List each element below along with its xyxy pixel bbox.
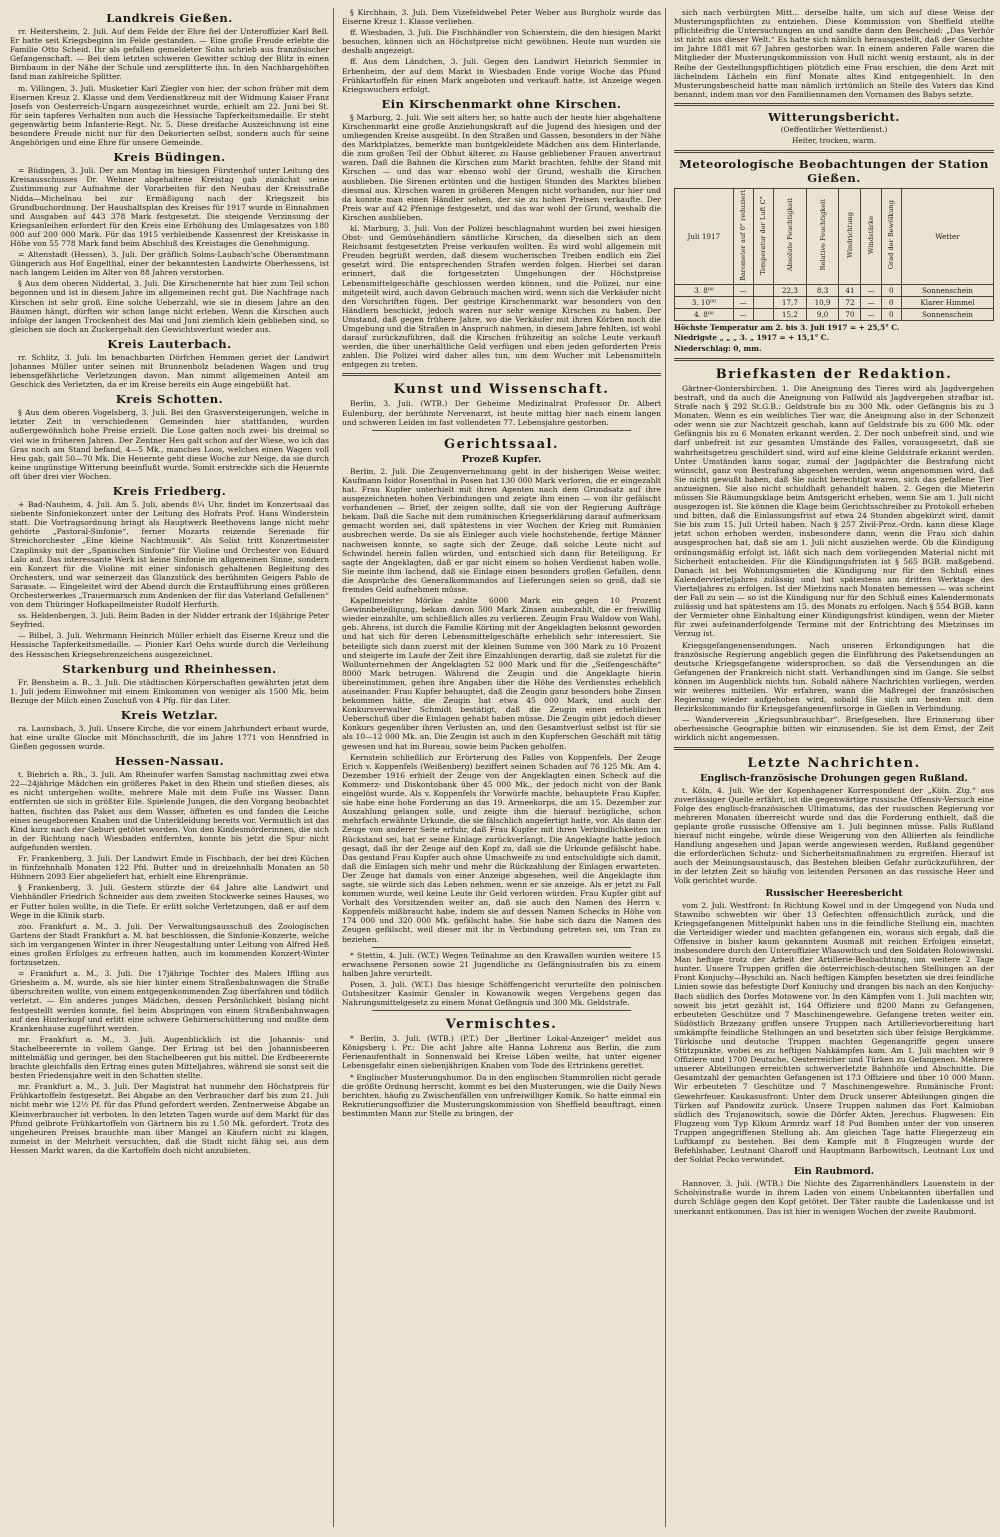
article-paragraph: Gärtner-Gontershirchen. 1. Die Aneignung des Tieres wird als Jagdvergehen bestraft, und da auch die Aneignung von Fallwild als Jagdvergehen strafbar ist. Strafe nach § 292 St.G.B.: Geldstrafe bis zu 300 Mk. oder Gefängnis bis zu 3 Monaten. Wenn es ein weibliches Tier war, die Aneignung also in der Schonzeit oder wenn sie zur Nachtzeit geschah, kann auf Geldstrafe bis zu 600 Mk. oder Gefängnis bis zu 6 Monaten erkannt werden. 2. Der noch unbefreit sind, und wie darf unbefreit ist zur gesamten Umstände des Falles, vorausgesetzt, daß sie wahrheitsgetreu geschildert sind, wird auf eine kleine Geldstrafe erkannt werden. Unter Umständen kann sogar, zumal der Jagdpächter die Bestrafung nicht wünscht, ganz von Bestrafung abgesehen werden, wenn angenommen wird, daß Sie nicht gewußt haben, daß Sie nicht berechtigt waren, sich das gefallene Tier anzueignen. Sie also nicht schuldhaft gehandelt haben. 2. Gegen die Mieterin müssen Sie Räumungsklage beim Amtsgericht erheben, wenn Sie am 1. Juli nicht ausgezogen ist. Sie können die Klage beim Gerichtsschreiber zu Protokoll erheben und bitten, daß die Einlassungsfrist auf etwa 24 Stunden abgekürzt wird, damit Sie bis zum 15. Juli Urteil haben. Nach § 257 Zivil-Proz.-Ordn. kann diese Klage jetzt schon erhoben werden, insbesondere dann, wenn die Frau sich dahin ausgesprochen hat, daß sie am 1. Juli nicht ausziehen werde. Ob die Kündigung ordnungsmäßig erfolgt ist, läßt sich nach dem vorliegenden Material nicht mit Sicherheit entscheiden. Für die Kündigungsfristen ist § 565 BGB. maßgebend. Danach ist bei Wohnungsmieten die Kündigung nur für den Schluß eines Kalendervierteljahres zulässig und hat spätestens am dritten Werktage des Vierteljahres zu erfolgen. Ist der Mietzins nach Monaten bemessen — was scheint der Fall zu sein — so ist die Kündigung nur für den Schluß eines Kalendermonats zulässig und hat spätestens am 15. des Monats zu erfolgen. Nach § 554 BGB. kann der Vermieter ohne Einhaltung einer Kündigungsfrist kündigen, wenn der Mieter für zwei aufeinanderfolgende Termine mit der Entrichtung des Mietzinses im Verzug ist. [674, 383, 994, 639]
weather-subheading: (Oeffentlicher Wetterdienst.) [780, 124, 888, 134]
article-paragraph: * Englischer Musterungshumor. Da in den englischen Stammrollen nicht gerade die größte Ordnung herrscht, kommt es bei den Musterungen, wie die Daily News berichten, häufig zu Zwischenfällen von unfreiwilliger Komik. So hatte einmal ein Rekrutierungsoffizier die Musterungskommission von Sheffield beauftragt, einen bestimmten Mann zur Stelle zu bringen, der [342, 1072, 661, 1118]
table-cell: — [733, 284, 753, 296]
table-cell: 22,3 [774, 284, 807, 296]
article-paragraph: t. Köln, 4. Juli. Wie der Kopenhagener Korrespondent der „Köln. Ztg.“ aus zuverlässiger Quelle erfährt, ist die gegenwärtige russische Offensiv-Versuch eine Folge des englisch-französischen Ultimatums, das der russischen Regierung vor mehreren Monaten überreicht wurde und das die Forderung enthielt, daß die geplante große russische Offensive am 1. Juli beginnen müsse. Falls Rußland hierauf nicht eingehe, würde diese Weigerung von den Alliierten als feindliche Handlung angesehen und Japan werde angewiesen werden, Rußland gegenüber die erforderlichen Schutz- und Sicherheitsmaßnahmen zu ergreifen. Hierauf ist auch der Meinungsaustausch, das Bestehen bleiben Gefahr zurückzuführen, der in der letzten Zeit so häufig von leitenden Personen an das russische Heer und Volk gerichtet wurde. [674, 785, 994, 886]
column-2 [342, 8, 666, 1527]
divider [372, 430, 631, 431]
kirschenmarkt-heading: Ein Kirschenmarkt ohne Kirschen. [381, 96, 622, 111]
divider [674, 747, 994, 750]
section-heading: Hessen-Nassau. [114, 754, 225, 769]
article-paragraph: § Aus dem oberen Vogelsberg, 3. Juli. Bei den Grasversteigerungen, welche in letzter Zeit in verschiedenen Gemeinden hier stattfanden, wurden außergewöhnlich hohe Preise erzielt. Die Lose galten noch zwei- bis dreimal so viel wie in früheren Jahren. Der Zentner Heu galt schon auf der Wiese, wo ich das Gras noch am Stand befand, 4—5 Mk., manches Loos, welches einen Wagen voll Heu gab, galt 50—70 Mk. Die Heuernte geht diese Woche zur Neige, da sie durch keine ungünstige Witterung beeinflußt wurde. Somit erstreckte sich die Heuernte oft über drei vier Wochen. [10, 408, 329, 481]
table-cell [753, 296, 773, 308]
article-paragraph: Fr. Frankenberg, 3. Juli. Der Landwirt Emde in Fischbach, der bei drei Küchen in fünfzehnhalb Monaten 122 Pfd. Butter und in dreizehnhalb Monaten an 50 Hühnern 2093 Eier abgeliefert hat, erhielt eine Ehrenprämie. [10, 854, 329, 882]
article-paragraph: § Aus dem oberen Niddertal, 3. Juli. Die Kirschenernte hat hier zum Teil schon begonnen und ist in diesem Jahre im allgemeinen recht gut. Die Nachfrage nach Kirschen ist sehr groß. Eine solche Ueberzahl, wie sie in diesem Jahre an den Bäumen hängt, dürften wir schon lange nicht erleben. Wenn die Kirschen auch infolge der langen Trockenheit des Mai und Juni ziemlich klein geblieben sind, so gleichen sie doch an Zuckergehalt den Gewichtsverlust wieder aus. [10, 279, 329, 334]
heeres-articles [674, 901, 994, 1165]
column-3 [674, 8, 998, 1527]
gericht-heading: Gerichtssaal. [444, 436, 559, 452]
article-paragraph: — Wanderverein „Kriegsunbrauchbar“. Briefgesehen. Ihre Erinnerung über oberhessische Geographie bitten wir einzusenden. Sie ist dem Ernst, der Zeit wirklich nicht angemessen. [674, 715, 994, 743]
table-header [839, 188, 861, 284]
article-paragraph: mr. Frankfurt a. M., 3. Juli. Augenblicklich ist die Johannis- und Stachelbeerernte in vollem Gange. Der Ertrag ist bei den Johannisbeeren mittelmäßig und geringer, bei den Stachelbeeren gut bis mittel. Die Erdbeerernte brachte gleichfalls den Ertrag eines guten Mitteljahres, während sie sonst seit die besten Friedensjahre weit in den Schatten stellte. [10, 1034, 329, 1081]
raub-heading: Ein Raubmord. [793, 1166, 875, 1178]
letzte-articles [674, 786, 994, 886]
table-cell [753, 308, 773, 320]
table-cell: 3. 8⁰⁰ [675, 284, 734, 296]
article-paragraph: ss. Heldenbergen, 3. Juli. Beim Baden in der Nidder ertrank der 16jährige Peter Seyfried. [10, 611, 329, 630]
article-paragraph: Fr. Bensheim a. B., 3. Juli. Die städtischen Körperschaften gewährten jetzt dem 1. Juli jedem Einwohner mit einem Einkommen von weniger als 1500 Mk. beim Bezuge der Milch einen Zuschuß von 4 Pfg. für das Liter. [10, 677, 329, 705]
article-paragraph: rr. Heitersheim, 2. Juli. Auf dem Felde der Ehre fiel der Unteroffizier Karl Bell. Er hatte seit Kriegsbeginn im Felde gestanden. — Eine große Freude erlebte die Familie Otto Scheid. Ihr als gefallen gemeldeter Sohn schrieb aus französischer Gefangenschaft. — Bei dem letzten schweren Gewitter schlug der Blitz in einen Birnbaum in der Nähe der Schule und zersplitterte ihn. In den Nachbargehöften fand man zahlreiche Splitter. [10, 27, 329, 82]
table-header-label: Relative Feuchtigkeit [818, 199, 827, 271]
table-row [675, 296, 994, 308]
article-paragraph: Berlin, 2. Juli. Die Zeugenvernehmung geht in der bisherigen Weise weiter. Kaufmann Isidor Rosenthal in Posen hat 130 000 Mark verloren, die er eingezahlt hat. Frau Kupfer unterhielt mit ihren Agenten nach dem Grundsatz auf ihre ausgezeichneten hohen Verbindungen und zeigte ihm einen — von ihr gefälscht vorhandenen — Brief, der zeigen sollte, daß sie von der Regierung Aufträge bekam. Daß die Sache mit dem rumänischen Kriegserklärung darauf aufmerksam gemacht worden sei, daß spätestens in vier Wochen der Krieg mit Rumänien ausbrechen werde. Da sie als Einleger auch viele hochstehende, fertige Männer nachweisen konnte, so sagte sich der Zeuge, daß solche Leute nicht auf Schwindel herein fallen würden, und entschied sich dann für Beteiligung. Er sagte der Angeklagten, daß er gar nicht einem so hohen Verdienst haben wolle. Sie meinte ihm lachend, daß sie Einlage einen besonders großen Gefallen, denn die Ansprüche des Generalkommandos auf Lieferungen seien so groß, daß sie fremdes Geld aufnehmen müsse. [342, 466, 661, 594]
table-cell: — [861, 308, 881, 320]
table-cell: Klarer Himmel [901, 296, 993, 308]
table-cell: 70 [839, 308, 861, 320]
table-header-label: Grad der Bewölkung [887, 200, 896, 270]
weather-text: Heiter, trocken, warm. [792, 135, 876, 145]
section-heading: Kreis Lauterbach. [107, 336, 232, 351]
divider [372, 947, 631, 948]
weather-note: Höchste Temperatur am 2. bis 3. Juli 1917 = + 25,5° C. [674, 322, 900, 332]
table-cell: Sonnenschein [901, 308, 993, 320]
article-paragraph: = Frankfurt a. M., 3. Juli. Die 17jährige Tochter des Malers Iffling aus Griesheim a. M. wurde, als sie hier hinter einem Straßenbahnwagen die Straße überschreiten wollte, von einem entgegenkommenden Zug überfahren und tödlich verletzt. — Ein anderes junges Mädchen, dessen Persönlichkeit bislang nicht festgestellt werden konnte, fiel beim Abspringen von einem Straßenbahnwagen auf den Hinterkopf und erlitt eine schwere Gehirnerschütterung und mußte dem Krankenhause zugeführt werden. [10, 969, 329, 1033]
article-paragraph: ra. Launsbach, 3. Juli. Unsere Kirche, die vor einem Jahrhundert erbaut wurde, hat eine uralte Glocke mit Mönchsschrift, die im Jahre 1771 von Hennfried in Gießen gegossen wurde. [10, 723, 329, 752]
article-paragraph: Kapellmeister Mörike zahlte 6000 Mark ein gegen 10 Prozent Gewinnbeteiligung, bekam davon 500 Mark Zinsen ausbezahlt, die er freiwillig wieder einzahlte, um schließlich alles zu verlieren. Zeugin Frau Waldow von Wahl, geb. Ahrens, ist durch die Familie Körting mit der Angeklagten bekannt geworden und hat sich für deren Lebensmittelgeschäfte erheblich sehr interessiert. Sie beteiligte sich dann zuerst mit der kleinen Summe von 300 Mark zu 10 Prozent und steigerte im Laufe der Zeit ihre Einzahlungen derartig, daß sie zuletzt für die Wollunternehmen der Angeklagten 52 000 Mark und für die „Seifengeschäfte“ 8000 Mark betrugen. Während die Zeugin und die Angeklagte hierin übereinstimmen, gehen ihre Angaben über die Höhe des Verdienstes erheblich auseinander. Frau Kupfer behauptet, daß die Zeugin ganz besonders hohe Zinsen bekommen hätte, die Zeugin hat etwa 45 000 Mark, und auch der Konkursverwalter Schmidt bestätigt, daß die Zeugin einen erheblichen Ueberschuß über die Einlagen gehabt haben müsse. Die Zeugin gibt jedoch dieser Konkurs gegenüber ihren Verlusten an, und den Gesamtverlust selbst ist für sie als 10—12 000 Mk. an. Die Zeugin ist auch in den Kupferschen Geschäft mit tätig gewesen und hat im Bureau, sowie beim Packen geholfen. [342, 596, 661, 751]
article-paragraph: zoo. Frankfurt a. M., 3. Juli. Der Verwaltungsausschuß des Zoologischen Gartens der Stadt Frankfurt a. M. hat beschlossen, die Sinfonie-Konzerte, welche sich im vergangenen Winter in ihrer Neugestaltung unter Leitung von Alfred Heß eines großen Erfolges zu erfreuen hatten, auch im kommenden Konzert-Winter fortzusetzen. [10, 921, 329, 968]
weather-table [674, 188, 994, 321]
small-articles [342, 951, 661, 1008]
article-paragraph: vom 2. Juli. Westfront: In Richtung Kowel und in der Umgegend von Nuda und Stawnibo schwebten wir über 13 Gefechten offensichtlich zurück, und die Kriegsgefangenen Mittelpunkt haben uns in die feindliche Stellung ein, machten die Verteidiger wieder und machten gefangenen ein, woraus sich ergab, daß die Offensive in bisher kaum gekanntem Ausmaß mit reichen Erfolgen einsetzt, insbesondere durch den Unteroffizier Wlasowitsch und den Soldaten Rolowiwnski. Man heftige trotz der Arbeit der Artillerie-Beobachtung, um weitere 2 Tage hunter. Unsere Truppen griffen die österreichisch-deutschen Stellungen an der Front Konjuchy—Byschiki an. Nach heftigen Kämpfen besetzten sie drei feindliche Linien sowie das befestigte Dorf Koniuchy und drangen bis nach an den Konjuchy-Bach südlich des Dorfes Motowene vor. In den Kämpfen vom 1. Juli machten wir, soweit bis jetzt gezählt ist, 164 Offiziere und 8200 Mann zu Gefangenen, erbeuteten Geschütze und 7 Maschinengewehre. Gefangene treten weiter ein. Südöstlich Brzezany griffen unsere Truppen nach Artillerievorbereitung hart umkämpfte feindliche Stellungen an und besetzten sich über felsige Bergkämme. Türkische und deutsche Truppen machten Gegenangriffe gegen unsere Stützpunkte, wobei es zu heftigen Nahkämpfen kam. Am 1. Juli machten wir 9 Offiziere und 1700 Deutsche, Oesterreicher und Türken zu Gefangenen. Mehrere unserer Abteilungen erreichten schwerverletzte Bahnhöfe und Abschnitte. Die Gesamtzahl der gemachten Gefangenen ist 173 Offiziere und über 10 000 Mann. Wir erbeuteten 7 Geschütze und 7 Maschinengewehre. Rumänische Front: Gewehrfeuer. Kaukasusfront: Unter dem Druck unserer Abteilungen gingen die Türken auf Pandowitz zurück. Unsere Truppen nahmen das Fort Kalmioban südlich des Trojanowitsch, sowie die Dörfer Akten, Jerechus. Flugwesen: Ein Flugzeug vom Typ Kikum Armrdz warf 18 Pud Bomben unter der von unseren Truppen angegriffenen Stellung ab. Am gleichen Tage hatte Fliegerzeug ein Luftkampf zu bestehen. Bei dem Kampfe mit 8 Flugzeugen wurde der Befehlshaber, Leutnant Gharoff und Hauptmann Barbowitsch, Leutnant Lux und der Soldat Pecko verwundet. [674, 900, 994, 1165]
article-paragraph: = Altenstadt (Hessen), 3. Juli. Der gräflich Solms-Laubach'sche Oberamtmann Güngerich aus Hof Engelthal, einer der bekanntesten Landwirte Oberhessens, ist nach langem Leiden im Alter von 88 Jahren verstorben. [10, 250, 329, 278]
table-cell: 3. 10⁰⁰ [675, 296, 734, 308]
table-header [901, 188, 993, 284]
table-cell: 17,7 [774, 296, 807, 308]
article-paragraph: * Stettin, 4. Juli. (W.T.) Wegen Teilnahme an den Krawallen wurden weitere 15 erwachsene Personen sowie 21 Jugendliche zu Gefängnisstrafen bis zu einem halben Jahre verurteilt. [342, 950, 661, 978]
table-cell: 0 [881, 308, 901, 320]
article-paragraph: Kriegsgefangenensendungen. Nach unseren Erkundigungen hat die französische Regierung angeblich gegen die Einführung des Paketsendungen an deutsche Kriegsgefangene widersprochen, so daß die Versendungen an die Gefangenen der Frankreich nicht statt. Verhandlungen sind im Gange. Sie selbst können im Augenblick nichts tun. Sobald nähere Nachrichten vorliegen, werden wir weiteres mitteilen. Wir erfahren, wann die Maßregel der französischen Regierung wieder aufgehoben wird, sobald Sie sich am besten mit dem Bezirkskommando für Kriegsgefangenenfürsorge in Gießen in Verbindung. [674, 640, 994, 714]
table-header-label: Wetter [935, 231, 960, 241]
article-paragraph: § Kirchhain, 3. Juli. Dem Vizefeldwebel Peter Weber aus Burgholz wurde das Eiserne Kreuz 1. Klasse verliehen. [342, 8, 661, 27]
table-cell: — [861, 296, 881, 308]
table-header [861, 188, 881, 284]
table-cell: — [733, 296, 753, 308]
article-paragraph: kl. Marburg, 3. Juli. Von der Polizei beschlagnahmt wurden bei zwei hiesigen Obst- und Gemüsehändlern sämtliche Kirschen, da dieselben sich an dem Reichsamt festgesetzten Preise verkaufen wollten. Es wird wohl allgemein mit Freuden begrüßt werden, daß diesem wucherischen Treiben endlich ein Ziel gesetzt wird. Die entsprechenden Strafen werden folgen. Hierbei sei daran erinnert, daß die fortgesetzten Umgehungen der Höchstpreise Lebensmittelgeschäfte geschlossen werden können, und die Polizei, nur eine mitgeteilt wird, auch davon Gebrauch machen wird, wenn sich die Verkäufer nicht den Vorschriften fügen. Der gestrige Kirschenmarkt war besonders von den Händlern beschickt, jedoch waren nur sehr wenige Kirschen zu haben. Der Umstand, daß gegen frühere Jahre, wo die Verkäufer mit ihren Körben noch die Umgebung und die Straßen in Anspruch nahmen, in diesem Jahre fehlten, ist wohl darauf zurückzuführen, daß die Kirschen frühzeitig an solche Leute verkauft werden, die über unerhältliche Geld verfügen und eben jeden geforderten Preis zahlen. Die Polizei wird daher alles tun, um dem Wucher mit Lebensmitteln entgegen zu treten. [342, 223, 661, 370]
vermischtes-articles [342, 1034, 661, 1118]
article-paragraph: ff. Wiesbaden, 3. Juli. Die Fischhändler von Schierstein, die den hiesigen Markt besuchen, können sich an Höchstpreise nicht gewöhnen. Heute nun wurden sie deshalb angezeigt. [342, 28, 661, 56]
section-heading: Starkenburg und Rheinhessen. [62, 661, 277, 676]
gericht-subheading: Prozeß Kupfer. [461, 453, 542, 465]
table-header [675, 188, 734, 284]
table-header-label: Temperatur der Luft C° [759, 195, 768, 275]
table-cell: 15,2 [774, 308, 807, 320]
raub-articles [674, 1179, 994, 1215]
letzte-subheading: Englisch-französische Drohungen gegen Rußland. [700, 772, 968, 784]
article-paragraph: Hannover, 3. Juli. (WTB.) Die Nichte des Zigarrenhändlers Lauenstein in der Scholvinstraße wurde in ihrem Laden von einem Unbekannten überfallen und durch Schläge gegen den Kopf getötet. Der Täter raubte die Ladenkasse und ist unerkannt entkommen. Das ist hier in wenigen Wochen der zweite Raubmord. [674, 1179, 994, 1216]
article-paragraph: Posen, 3. Juli. (W.T.) Das hiesige Schöffengericht verurteilte den polnischen Gutsbesitzer Kasimir Gensler in Kowanowik wegen Vergehens gegen das Nahrungsmittelgesetz zu einem Monat Gefängnis und 300 Mk. Geldstrafe. [342, 979, 661, 1008]
section-heading: Kreis Büdingen. [113, 150, 226, 165]
article-paragraph: Kernstein schließlich zur Erörterung des Falles von Koppenfels. Der Zeuge Erich v. Koppenfels (Weißenberg) beziffert seinen Schaden auf 76 125 Mk. Am 4. Dezember 1916 erhielt der Zeuge von der Angeklagten einen Scheck auf die Kommerz- und Diskontobank über 45 000 Mk., der jedoch nicht von der Bank eingelöst wurde. Als v. Koppenfels ihr Vorwürfe machte, behauptete Frau Kupfer, sie habe eine hohe Forderung an das 19. Armeekorps, die am 15. Dezember zur Auszahlung gelangen solle, und zeigte ihm die hierauf bezügliche, schon mehrfach erwähnte Urkunde, die sie fälschlich angefertigt hatte, vor. Als dann der Zeuge von anderer Seite erfuhr, daß Frau Kupfer mit ihren Verbindlichkeiten im Rückstand sei, hat er seine Einlage zurückverlangt. Die Angeklagte hatte jedoch gesagt, daß ihr der Zeuge auf den Kopf zu, daß sie die Urkunde gefälscht habe. Das gestand Frau Kupfer auch ohne Umschweife zu und entschuldigte sich damit, daß die Einlagen sich mehr und mehr die Rückzahlung der Einlagen erwarteten. Der Zeuge hat damals von einer Anzeige abgesehen, weil die Angeklagte ihm sagte, sie würde sich das Leben nehmen, wenn er sie anzeige. Als er jetzt zu Fall kommen wurde, weil keine Leute ihr Geld verloren würden. Frau Kupfer gibt auf Vorhalt des Vorsitzenden weiter an, daß sie auch den Namen des Herrn v. Koppenfels mißbraucht habe, indem sie auf dessen Namen Schecks in Höhe von 174 000 und 320 000 Mk. gefälscht habe. Sie habe sich dazu die Namen des Zeugen gefälscht, weil dieser mit ihr in Verbindung getreten sei, um Tran zu beziehen. [342, 752, 661, 944]
table-cell: 9,0 [806, 308, 839, 320]
article-paragraph: ff. Aus dem Ländchen, 3. Juli. Gegen den Landwirt Heinrich Semmler in Erbenheim, der auf dem Markt in Wiesbaden Ende vorige Woche das Pfund Frühkartoffeln für einen Mark angeboten und verkauft hatte, ist Anzeige wegen Kriegswuchers erfolgt. [342, 57, 661, 94]
briefkasten-articles [674, 384, 994, 743]
gericht-articles [342, 467, 661, 944]
weather-heading: Witterungsbericht. [768, 109, 900, 124]
col3-top [674, 8, 994, 99]
section-heading: Kreis Friedberg. [112, 484, 227, 499]
table-header-label: Windstärke [867, 215, 876, 255]
col2-top [342, 8, 661, 94]
article-paragraph: Berlin, 3. Juli. (WTB.) Der Geheime Medizinalrat Professor Dr. Albert Eulenburg, der berühmte Nervenarzt, ist heute mittag hier nach einem langen und schweren Leiden im fast vollendeten 77. Lebensjahre gestorben. [342, 399, 661, 427]
table-header-label: Windrichtung [845, 212, 854, 258]
table-header-label: Absolute Feuchtigkeit [785, 198, 794, 272]
table-header [733, 188, 753, 284]
section-heading: Landkreis Gießen. [106, 11, 233, 25]
table-cell [753, 284, 773, 296]
weather-notes [674, 324, 994, 354]
heeres-heading: Russischer Heeresbericht [765, 887, 903, 899]
table-cell: Sonnenschein [901, 284, 993, 296]
table-header-label: Juli 1917 [687, 231, 721, 241]
article-paragraph: = Büdingen, 3. Juli. Der am Montag im hiesigen Fürstenhof unter Leitung des Kreisausschusses Dr. Wehner abgehaltene Kreistag gab zunächst seine Zustimmung zur Aufnahme der Vorarbeiten für den Neubau der Kreisstraße Nidda—Michelnau bei zur Ermäßigung nach der Kriegszeit bis Grundbuchordnung. Der Haushaltsplan des Kreises für 1917 wurde in Einnahmen und Ausgaben auf 443 378 Mark festgesetzt. Die steigende Verzinsung der Kriegsanleihen erfordert für den Kreis eine Erhöhung des Umlagesatzes von 180 000 auf 200 000 Mark. Für das 1915 verbleibende Kassenrest der Kreiskasse in Höhe von 55 778 Mark fand beim Abschluß des Kreistages die Genehmigung. [10, 166, 329, 248]
divider [372, 1010, 631, 1011]
divider [674, 358, 994, 361]
divider [674, 103, 994, 106]
article-paragraph: * Berlin, 3. Juli. (WTB.) (P.T.) Der „Berliner Lokal-Anzeiger“ meldet aus Königsberg i. Pr.: Die acht Jahre alte Hanna Lohrenz aus Berlin, die zum Ferienaufenthalt in Sonnenwald bei Kreise Löben weilte, hat unter eigener Lebensgefahr einen siebenjährigen Knaben vom Tode des Ertrinkens gerettet. [342, 1034, 661, 1071]
section-heading: Kreis Schotten. [115, 392, 224, 407]
table-header [774, 188, 807, 284]
table-cell: 4. 8⁰⁰ [675, 308, 734, 320]
table-cell: 10,9 [806, 296, 839, 308]
column-1 [10, 8, 334, 1527]
table-cell: 8,3 [806, 284, 839, 296]
article-paragraph: § Frankenberg, 3. Juli. Gestern stürzte der 64 Jahre alte Landwirt und Viehhändler Friedrich Schneider aus dem zweiten Stockwerke seines Hauses, wo er Futter holen wollte, in die Tiefe. Er erlitt solche Verletzungen, daß er auf dem Wege in die Klinik starb. [10, 883, 329, 920]
article-paragraph: mr. Frankfurt a. M., 3. Juli. Der Magistrat hat nunmehr den Höchstpreis für Frühkartoffeln festgesetzt. Bei Abgabe an den Verbraucher darf bis zum 21. Juli nicht mehr wie 12½ Pf. für das Pfund gefordert werden. Zentnerweise Abgabe an Kleinverbraucher ist verboten. In den letzten Tagen wurde auf dem Markt für das Pfund gelbrote Frühkartoffeln von Gärtnern bis zu 1.50 Mk. gefordert. Trotz des ungeheuren Preises brauchte man über Mangel an Käufern nicht zu klagen, zumeist in der Mehrheit versuchten, daß die Stadt nicht fähig sei, aus dem Hessen Markt waren, da die Kartoffeln doch nicht anzubieten. [10, 1082, 329, 1155]
table-cell: 0 [881, 296, 901, 308]
briefkasten-heading: Briefkasten der Redaktion. [715, 366, 953, 382]
table-header [753, 188, 773, 284]
table-header-label: Barometer auf 0° reduziert [739, 189, 748, 281]
kirschenmarkt-articles [342, 113, 661, 370]
weather-note: Niedrigste „ „ „ 3. „ 1917 = + 15,1° C. [674, 333, 830, 343]
section-heading: Kreis Wetzlar. [120, 707, 219, 722]
article-paragraph: + Bad-Nauheim, 4. Juli. Am 5. Juli, abends 8¼ Uhr, findet im Konzertsaal das siebente Sinfoniekonzert unter der Leitung des Hofrats Prof. Hans Winderstein statt. Die Vortragsordnung bringt als Hauptwerk Beethovens lange nicht mehr gehörte „Pastoral-Sinfonie“, ferner Mozarts reizende Serenade für Streichorchester „Eine kleine Nachtmusik“. Als Solist tritt Konzertmeister Czaplinsky mit der „Spanischen Sinfonie“ für Violine und Orchester von Eduard Lalo auf. Das interessante Werk ist keine Sinfonie im allgemeinen Sinne, sondern ein Konzert für die Violine mit einer sinfonisch gehaltenen Begleitung des Orchesters, und war seinerzeit das Glanzstück des berühmten Geigers Pablo de Sarasate. — Eingeleitet wird der Abend durch die Erstaufführung eines größeren Orchesterwerkes „Trauermarsch zum Andenken der für das Vaterland Gefallenen“ von dem Thüringer Hofkapellmeister Rudolf Herfurth. [10, 500, 329, 610]
kunst-articles [342, 399, 661, 426]
vermischtes-heading: Vermischtes. [445, 1017, 558, 1033]
kunst-heading: Kunst und Wissenschaft. [393, 382, 610, 398]
table-row [675, 308, 994, 320]
article-paragraph: § Marburg, 2. Juli. Wie seit alters her, so hatte auch der heute hier abgehaltene Kirschenmarkt eine große Anziehungskraft auf die Jugend des hiesigen und der umliegenden Kreise ausgeübt. In den Straßen und Gassen, besonders in der Nähe des Marktplatzes, bemerkte man buntgekleidete Mädchen aus dem Hinterlande, die zum großen Teil der Obhut älterer, zu Hause gebliebener Frauen anvertraut waren. Daß die Bahnen die Kirschen zum Markt brachten, fehlte der Stand mit Kirschen — und das war ebenso wohl der Grund, weshalb die Kirschen ausblieben. Die Sirenen ertönten und die lustigen Stunden des Marktes blieben diesmal aus. Kirschen waren in größeren Mengen nicht vorhanden, nur hier und da konnte man einen Händler sehen, der sie zu hohen Preisen verkaufte. Der Preis war auf 42 Pfennige festgesetzt, und das war wohl der Grund, weshalb die Kirschen ausblieben. [342, 112, 661, 222]
station-heading: Meteorologische Beobachtungen der Station Gießen. [679, 156, 989, 185]
article-paragraph: t. Biebrich a. Rh., 3. Juli. Am Rheinufer warfen Samstag nachmittag zwei etwa 22—24jährige Mädchen ein größeres Paket in den Rhein und stießen dieses, als es nicht untergehen wollte, mehrere Male mit dem Fuße ins Wasser. Dann entfernten sie sich in größter Eile. Spielende Jungen, die den Vorgang beobachtet hatten, fischten das Paket aus dem Wasser, öffneten es und fanden die Leiche eines neugeborenen Knaben und die Unterkleidung bereits vor. Vermutlich ist das Kind kurz nach der Geburt getötet worden. Von den Kindesmörderinnen, die sich in der Richtung nach Wiesbaden entfernten, konnte bis jetzt die Spur nicht aufgefunden werden. [10, 770, 329, 852]
article-paragraph: rr. Schlitz, 3. Juli. Im benachbarten Dörfchen Hemmen geriet der Landwirt Johannes Müller unter seinen mit Brunnenholz beladenen Wagen und trug lebensgefährliche Verletzungen davon. Man nimmt allgemeinen Anteil am Geschick des Verletzten, da er im Kreise bereits ein Auge eingebüßt hat. [10, 352, 329, 390]
table-row [675, 284, 994, 296]
weather-note: Niederschlag: 0, mm. [674, 344, 762, 354]
table-header [881, 188, 901, 284]
divider [342, 373, 661, 376]
letzte-heading: Letzte Nachrichten. [747, 755, 921, 771]
article-paragraph: — Bilbel, 3. Juli. Wehrmann Heinrich Müller erhielt das Eiserne Kreuz und die Hessische Tapferkeitsmedaille. — Pionier Karl Oehs wurde durch die Verleihung des Hessischen Kriegsehrenzeichens ausgezeichnet. [10, 631, 329, 659]
article-paragraph: sich nach verbürgten Mitt... derselbe halte, um sich auf diese Weise der Musterungspflichten zu entziehen. Diese Kommission von Sheffield stellte pflichteifrig die Untersuchungen an und sandte dann den Bescheid: „Das Verhör ist nicht aus dieser Welt.“ Es hatte sich nämlich herausgestellt, daß der Gesuchte im Jahre 1881 mit 67 Jahren gestorben war. In einem anderen Falle waren die Mitglieder der Musterungskommission von Hull nicht wenig erstaunt, als in der Reihe der Gestellungspflichtigen plötzlich eine Frau erschien, die dem Arzt mit lächelndem Lächeln ein fünf Monate altes Kind entgegenhielt. In den Musterungsbescheid hatte man nämlich irrtümlich an Stelle des Vaters das Kind benannt, indem man vor den Familiennamen den Vornamen des Babys setzte. [674, 8, 994, 99]
table-cell: 41 [839, 284, 861, 296]
table-cell: 0 [881, 284, 901, 296]
table-cell: — [861, 284, 881, 296]
divider [674, 150, 994, 153]
table-cell: 72 [839, 296, 861, 308]
table-header [806, 188, 839, 284]
table-cell: — [733, 308, 753, 320]
article-paragraph: m. Villingen, 3. Juli. Musketier Karl Ziegler von hier, der schon früher mit dem Eisernen Kreuz 2. Klasse und dem Verdienstkreuz mit der Widmung Kaiser Franz Josefs von Oesterreich-Ungarn ausgezeichnet wurde, erhielt am 22. Juni bei St. für sein tapferes Verhalten nun auch die Hessische Tapferkeitsmedaille. Er steht gegenwärtig beim Infanterie-Regt. Nr. 5. Diese dreifache Auszeichnung ist eine besondere Freude nicht nur für den Dekorierten selbst, sondern auch für seine Angehörigen und eine Ehre für unsere Gemeinde. [10, 83, 329, 148]
